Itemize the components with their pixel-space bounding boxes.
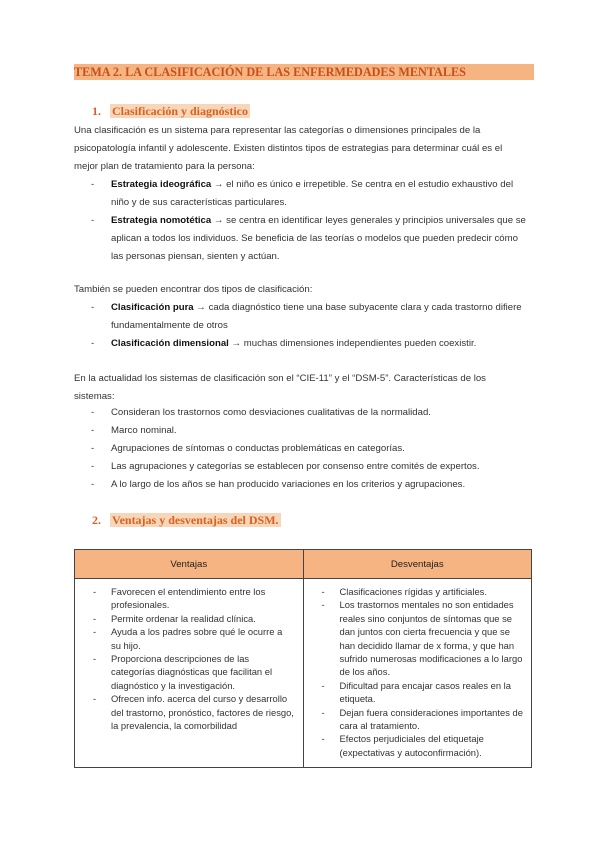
desventajas-cell <box>303 579 532 768</box>
list-item: - Dificultad para encajar casos reales en la etiqueta. <box>321 679 511 705</box>
list-item: - A lo largo de los años se han producido variaciones en los criterios y agrupaciones. <box>91 479 466 490</box>
section-2-title: Ventajas y desventajas del DSM. <box>112 513 279 527</box>
table-header-desventajas: Desventajas <box>303 550 532 579</box>
type-term: Clasificación pura <box>111 302 194 313</box>
list-item: - Consideran los trastornos como desviaciones cualitativas de la normalidad. <box>91 407 431 418</box>
list-item: - Efectos perjudiciales del etiquetaje (expectativas y autoconfirmación). <box>321 733 484 758</box>
list-item: - Favorecen el entendimiento entre los profesionales. <box>93 586 266 611</box>
list-item: - Los trastornos mentales no son entidades reales sino conjuntos de síntomas que se dan juntos con cierta frecuencia y que se han decidido llamar de x forma, y que han sufrido numerosas modificaciones a lo largo de los años. <box>321 599 523 678</box>
strategy-term: Estrategia nomotética <box>111 215 212 226</box>
list-item: - Dejan fuera consideraciones importantes de cara al tratamiento. <box>321 706 523 732</box>
section-1-intro-2: También se pueden encontrar dos tipos de clasificación: <box>74 284 313 295</box>
list-item: - Permite ordenar la realidad clínica. <box>93 612 256 624</box>
desventajas-list <box>312 585 524 759</box>
list-item: - Las agrupaciones y categorías se establecen por consenso entre comités de expertos. <box>91 461 480 472</box>
section-1-intro-3: En la actualidad los sistemas de clasificación son el “CIE-11” y el “DSM-5”. Características de los sistemas: <box>74 373 486 402</box>
strategy-text: → se centra en identificar leyes generales y principios universales que se aplican a todos los individuos. Se beneficia de las teorías o modelos que pueden predecir cómo las personas piensan, sienten y actúan. <box>111 215 526 262</box>
types-list <box>74 299 526 353</box>
section-1-heading <box>92 104 250 119</box>
table-row <box>75 579 532 768</box>
type-term: Clasificación dimensional <box>111 338 229 349</box>
section-2-number: 2. <box>92 513 101 527</box>
table-header-ventajas: Ventajas <box>75 550 304 579</box>
list-item: - Ofrecen info. acerca del curso y desarrollo del trastorno, pronóstico, factores de riesgo, la prevalencia, la comorbilidad <box>93 693 294 732</box>
table-header-row <box>75 550 532 579</box>
ventajas-list <box>83 585 295 732</box>
features-list <box>74 404 526 494</box>
comparison-table <box>74 549 532 768</box>
list-item: - Clasificación pura → cada diagnóstico tiene una base subyacente clara y cada trastorno difiere fundamentalmente de otros <box>91 302 522 331</box>
section-1-number: 1. <box>92 104 101 118</box>
type-text: → cada diagnóstico tiene una base subyacente clara y cada trastorno difiere fundamentalmente de otros <box>111 302 522 331</box>
list-item: - Proporciona descripciones de las categorías diagnósticas que facilitan el diagnóstico y la investigación. <box>93 653 273 691</box>
list-item: - Clasificación dimensional → muchas dimensiones independientes pueden coexistir. <box>91 338 477 349</box>
strategy-term: Estrategia ideográfica <box>111 179 212 190</box>
section-2-heading <box>92 513 281 528</box>
list-item: - Marco nominal. <box>91 425 177 436</box>
list-item: - Clasificaciones rígidas y artificiales. <box>321 586 487 597</box>
page-title: TEMA 2. LA CLASIFICACIÓN DE LAS ENFERMEDADES MENTALES <box>74 64 534 80</box>
list-item: - Ayuda a los padres sobre qué le ocurre a su hijo. <box>93 626 283 651</box>
ventajas-cell <box>75 579 304 768</box>
type-text: → muchas dimensiones independientes pueden coexistir. <box>228 338 477 349</box>
list-item: - Agrupaciones de síntomas o conductas problemáticas en categorías. <box>91 443 405 454</box>
section-1-intro: Una clasificación es un sistema para representar las categorías o dimensiones principales de la psicopatología infantil y adolescente. Existen distintos tipos de estrategias para determinar cuál es el mejor plan de tratamiento para la persona: <box>74 125 503 172</box>
strategy-text: → el niño es único e irrepetible. Se centra en el estudio exhaustivo del niño y de sus características particulares. <box>111 179 514 208</box>
strategies-list <box>74 176 526 266</box>
list-item: - Estrategia ideográfica → el niño es único e irrepetible. Se centra en el estudio exhaustivo del niño y de sus características particulares. <box>91 179 514 208</box>
section-1-title: Clasificación y diagnóstico <box>112 104 249 118</box>
list-item: - Estrategia nomotética → se centra en identificar leyes generales y principios universales que se aplican a todos los individuos. Se beneficia de las teorías o modelos que pueden predecir cómo las personas piensan, sienten y actúan. <box>91 215 526 262</box>
